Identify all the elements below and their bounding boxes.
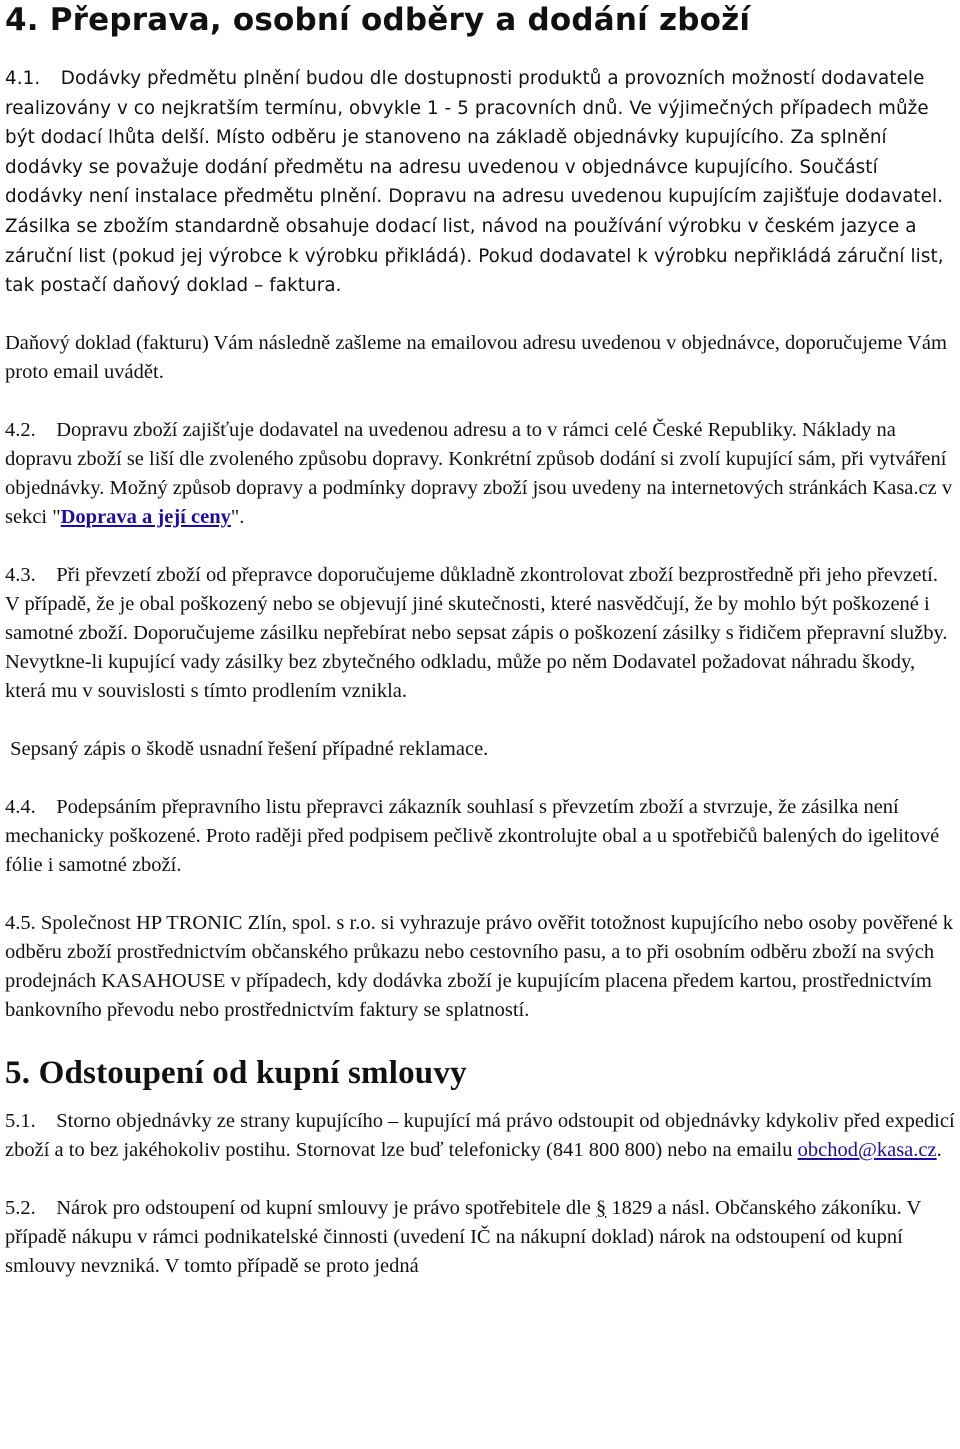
- paragraph-text: Dodávky předmětu plnění budou dle dostupnosti produktů a provozních možností dodavatele realizovány v co nejkratším termínu, obvykle 1 - 5 pracovních dnů. Ve výjimečných případech může být dodací lhůta delší. Místo odběru je stanoveno na základě objednávky kupujícího. Za splnění dodávky se považuje dodání předmětu na adresu uvedenou v objednávce kupujícího. Součástí dodávky není instalace předmětu plnění. Dopravu na adresu uvedenou kupujícím zajišťuje dodavatel. Zásilka se zbožím standardně obsahuje dodací list, návod na používání výrobku v českém jazyce a záruční list (pokud jej výrobce k výrobku přikládá). Pokud dodavatel k výrobku nepřikládá záruční list, tak postačí daňový doklad – faktura.: [5, 68, 944, 297]
- paragraph-text-end: 1829 a násl. Občanského zákoníku. V případě nákupu v rámci podnikatelské činnosti (uvedení IČ na nákupní doklad) nárok na odstoupení od kupní smlouvy nevzniká. V tomto případě se proto jedná: [5, 1196, 921, 1277]
- paragraph-text-end: ".: [230, 505, 245, 528]
- paragraph-text: Podepsáním přepravního listu přepravci zákazník souhlasí s převzetím zboží a stvrzuje, že zásilka není mechanicky poškozené. Proto raději před podpisem pečlivě zkontrolujte obal a u spotřebičů balených do igelitové fólie i samotné zboží.: [5, 795, 940, 876]
- paragraph-number: 4.4.: [5, 795, 36, 818]
- paragraph-number: 5.2.: [5, 1196, 36, 1219]
- paragraph-number: 5.1.: [5, 1109, 36, 1132]
- paragraph-5-1: [5, 1107, 955, 1165]
- paragraph-text: Nárok pro odstoupení od kupní smlouvy je právo spotřebitele dle: [56, 1196, 596, 1219]
- paragraph-number: 4.2.: [5, 418, 36, 441]
- paragraph-number: 4.5.: [5, 911, 36, 934]
- paragraph-text-end: .: [936, 1138, 942, 1161]
- paragraph-number: 4.3.: [5, 563, 36, 586]
- shipping-prices-link[interactable]: Doprava a její ceny: [60, 505, 231, 528]
- paragraph-number: 4.1.: [5, 68, 41, 89]
- email-link[interactable]: obchod@kasa.cz: [797, 1138, 937, 1161]
- paragraph-text: Dopravu zboží zajišťuje dodavatel na uvedenou adresu a to v rámci celé České Republiky. Náklady na dopravu zboží se liší dle zvoleného způsobu dopravy. Konkrétní způsob dodání si zvolí kupující sám, při vytváření objednávky. Možný způsob dopravy a podmínky dopravy zboží jsou uvedeny na internetových stránkách Kasa.cz v sekci ": [5, 418, 953, 528]
- section-4-heading: 4. Přeprava, osobní odběry a dodání zboží: [5, 2, 751, 38]
- paragraph-4-1: [5, 64, 955, 301]
- paragraph-4-3: [5, 561, 955, 706]
- document-page: [5, 0, 955, 1281]
- paragraph-text: Společnost HP TRONIC Zlín, spol. s r.o. si vyhrazuje právo ověřit totožnost kupujícího nebo osoby pověřené k odběru zboží prostřednictvím občanského průkazu nebo cestovního pasu, a to při osobním odběru zboží na svých prodejnách KASAHOUSE v případech, kdy dodávka zboží je kupujícím placena předem kartou, prostřednictvím bankovního převodu nebo prostřednictvím faktury se splatností.: [5, 911, 954, 1021]
- paragraph-text: Storno objednávky ze strany kupujícího – kupující má právo odstoupit od objednávky kdykoliv před expedicí zboží a to bez jakéhokoliv postihu. Stornovat lze buď telefonicky (841 800 800) nebo na emailu: [5, 1109, 955, 1161]
- paragraph-5-2: [5, 1194, 955, 1281]
- paragraph-damage-record-note: Sepsaný zápis o škodě usnadní řešení případné reklamace.: [5, 737, 489, 760]
- paragraph-4-5: [5, 909, 955, 1025]
- section-5-heading: 5. Odstoupení od kupní smlouvy: [5, 1054, 467, 1091]
- paragraph-text: Při převzetí zboží od přepravce doporučujeme důkladně zkontrolovat zboží bezprostředně při jeho převzetí. V případě, že je obal poškozený nebo se objevují jiné skutečnosti, které nasvědčují, že by mohlo být poškozené i samotné zboží. Doporučujeme zásilku nepřebírat nebo sepsat zápis o poškození zásilky s řidičem přepravní služby. Nevytkne-li kupující vady zásilky bez zbytečného odkladu, může po něm Dodavatel požadovat náhradu škody, která mu v souvislosti s tímto prodlením vznikla.: [5, 563, 948, 702]
- paragraph-4-4: [5, 793, 955, 880]
- paragraph-invoice-note: Daňový doklad (fakturu) Vám následně zašleme na emailovou adresu uvedenou v objednávce, doporučujeme Vám proto email uvádět.: [5, 331, 947, 383]
- paragraph-4-2: [5, 416, 955, 532]
- section-sign: §: [596, 1196, 607, 1219]
